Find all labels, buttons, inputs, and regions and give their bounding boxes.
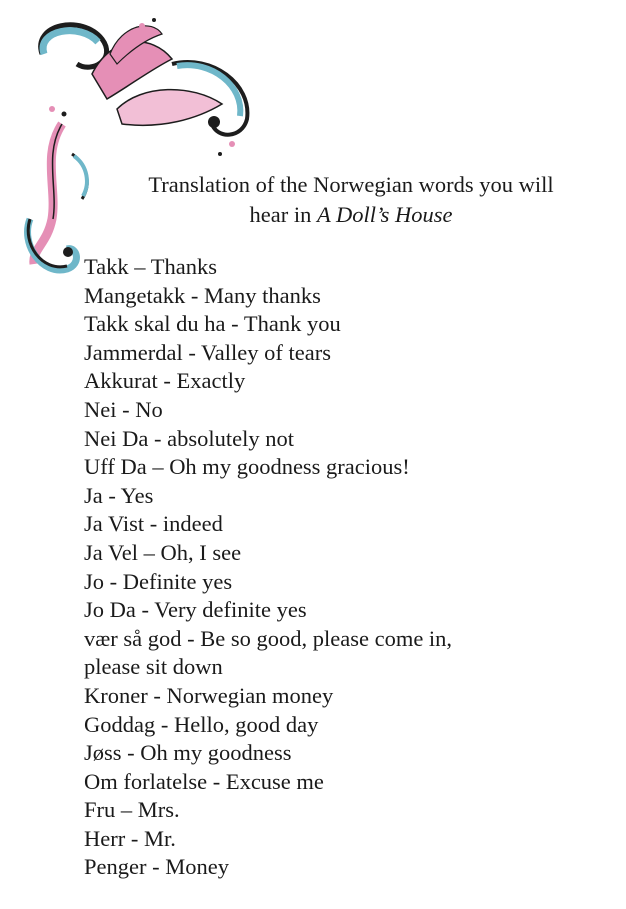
list-item: please sit down [84, 654, 223, 680]
list-item: Penger - Money [84, 854, 229, 880]
list-item: Kroner - Norwegian money [84, 682, 334, 708]
list-item: Takk skal du ha - Thank you [84, 311, 341, 337]
play-title: A Doll’s House [317, 202, 453, 227]
translation-list [84, 253, 452, 882]
list-item: Ja Vel – Oh, I see [84, 539, 242, 565]
title-line-2-prefix: hear in [249, 202, 318, 227]
title-line-1: Translation of the Norwegian words you will [148, 172, 554, 197]
list-item: Om forlatelse - Excuse me [84, 768, 324, 794]
list-item: Ja - Yes [84, 482, 154, 508]
list-item: Herr - Mr. [84, 825, 176, 851]
document-title [96, 170, 606, 230]
list-item: Goddag - Hello, good day [84, 711, 319, 737]
list-item: Mangetakk - Many thanks [84, 282, 321, 308]
list-item: Ja Vist - indeed [84, 511, 223, 537]
list-item: Nei Da - absolutely not [84, 425, 294, 451]
list-item: Jøss - Oh my goodness [84, 740, 292, 766]
title-line-2 [96, 200, 606, 230]
list-item: Nei - No [84, 396, 163, 422]
list-item: Fru – Mrs. [84, 797, 180, 823]
list-item: Jo - Definite yes [84, 568, 233, 594]
list-item: Takk – Thanks [84, 254, 217, 279]
floral-corner-ornament-icon [22, 14, 272, 284]
list-item: vær så god - Be so good, please come in, [84, 625, 453, 651]
list-item: Akkurat - Exactly [84, 368, 246, 394]
list-item: Jammerdal - Valley of tears [84, 339, 331, 365]
list-item: Uff Da – Oh my goodness gracious! [84, 454, 410, 480]
list-item: Jo Da - Very definite yes [84, 597, 307, 623]
